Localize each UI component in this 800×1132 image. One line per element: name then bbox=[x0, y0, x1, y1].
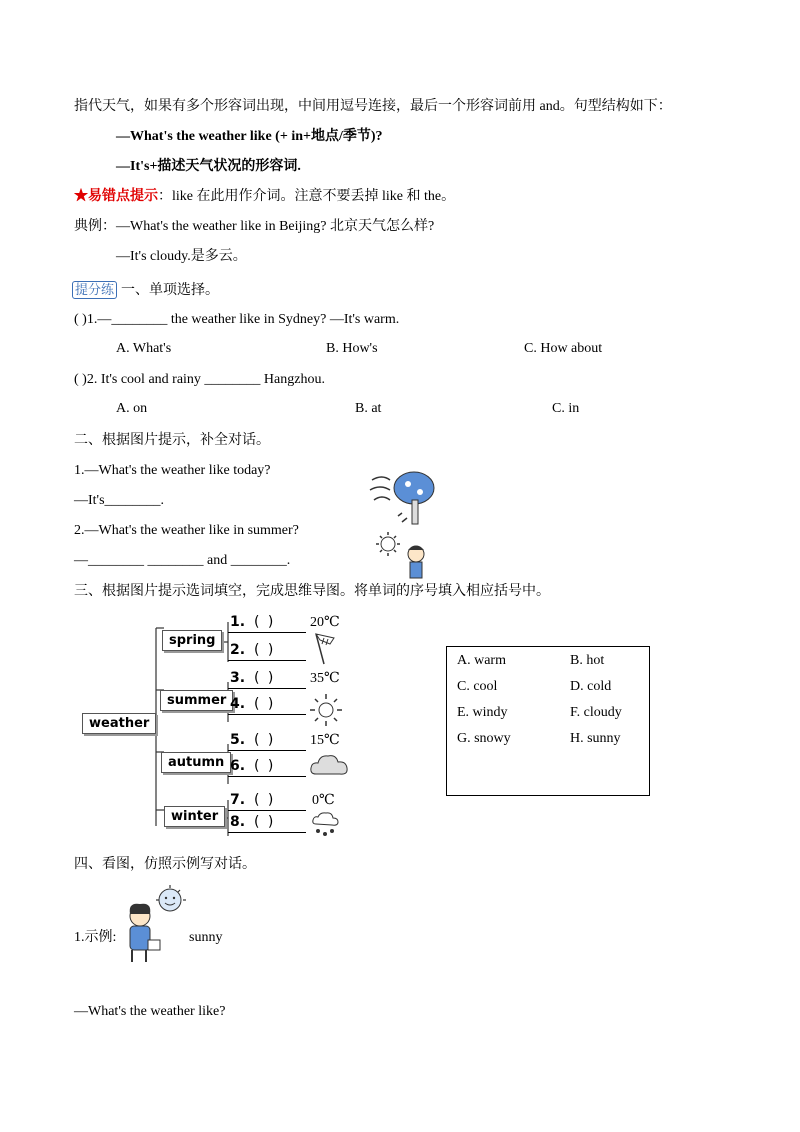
section2-title: 二、根据图片提示，补全对话。 bbox=[74, 433, 270, 448]
item-number-6: 6. bbox=[230, 758, 246, 774]
choice-c: C. cool bbox=[457, 679, 498, 694]
example-label: 1.示例: bbox=[74, 930, 117, 945]
section1-heading bbox=[72, 281, 219, 300]
practice-tag: 提分练 bbox=[72, 281, 117, 299]
section1-title: 一、单项选择。 bbox=[121, 283, 220, 298]
item-underline bbox=[228, 688, 306, 689]
temp-summer: 35℃ bbox=[310, 671, 340, 686]
season-summer: summer bbox=[160, 690, 233, 711]
q1-option-b: B. How's bbox=[326, 341, 378, 356]
tip-text: ：like 在此用作介词。注意不要丢掉 like 和 the。 bbox=[158, 189, 456, 204]
q1-option-a: A. What's bbox=[116, 341, 172, 356]
snow-cloud-icon bbox=[310, 810, 340, 840]
choice-e: E. windy bbox=[457, 705, 508, 720]
item-number-2: 2. bbox=[230, 642, 246, 658]
choice-g: G. snowy bbox=[457, 731, 511, 746]
s2-answer-2: —________ ________ and ________. bbox=[74, 553, 291, 568]
item-blank-1: ( ) bbox=[254, 614, 276, 630]
section3-title: 三、根据图片提示选词填空，完成思维导图。将单词的序号填入相应括号中。 bbox=[74, 584, 550, 599]
q2-option-a: A. on bbox=[116, 401, 148, 416]
item-number-3: 3. bbox=[230, 670, 246, 686]
item-blank-5: ( ) bbox=[254, 732, 276, 748]
item-underline bbox=[228, 832, 306, 833]
tip-label: ★易错点提示 bbox=[74, 189, 158, 204]
choice-a: A. warm bbox=[457, 653, 506, 668]
example-question: 典例：—What's the weather like in Beijing? 北京天气怎么样? bbox=[74, 219, 435, 234]
s4-question: —What's the weather like? bbox=[74, 1004, 226, 1019]
item-blank-7: ( ) bbox=[254, 792, 276, 808]
sun-icon bbox=[308, 692, 344, 728]
item-underline bbox=[228, 632, 306, 633]
mindmap-root: weather bbox=[82, 713, 156, 734]
item-number-5: 5. bbox=[230, 732, 246, 748]
windmill-icon bbox=[310, 630, 336, 666]
item-blank-3: ( ) bbox=[254, 670, 276, 686]
girl-watering-sunny-icon bbox=[118, 884, 188, 966]
temp-autumn: 15℃ bbox=[310, 733, 340, 748]
temp-spring: 20℃ bbox=[310, 615, 340, 630]
pattern-question: —What's the weather like (+ in+地点/季节)? bbox=[116, 129, 383, 144]
example-answer: —It's cloudy.是多云。 bbox=[116, 249, 247, 264]
q2-option-c: C. in bbox=[552, 401, 580, 416]
tip-line bbox=[74, 188, 455, 206]
example-word: sunny bbox=[189, 930, 223, 945]
q1-text: ( )1.—________ the weather like in Sydney? —It's warm. bbox=[74, 312, 400, 327]
section4-title: 四、看图，仿照示例写对话。 bbox=[74, 857, 256, 872]
season-autumn: autumn bbox=[161, 752, 231, 773]
windy-tree-icon bbox=[368, 466, 438, 528]
temp-winter: 0℃ bbox=[312, 793, 335, 808]
item-number-8: 8. bbox=[230, 814, 246, 830]
item-underline bbox=[228, 776, 306, 777]
item-number-1: 1. bbox=[230, 614, 246, 630]
choice-b: B. hot bbox=[570, 653, 605, 668]
season-winter: winter bbox=[164, 806, 225, 827]
item-underline bbox=[228, 660, 306, 661]
item-underline bbox=[228, 750, 306, 751]
item-number-4: 4. bbox=[230, 696, 246, 712]
s2-question-1: 1.—What's the weather like today? bbox=[74, 463, 271, 478]
item-number-7: 7. bbox=[230, 792, 246, 808]
choice-f: F. cloudy bbox=[570, 705, 622, 720]
item-blank-2: ( ) bbox=[254, 642, 276, 658]
season-spring: spring bbox=[162, 630, 222, 651]
s2-answer-1: —It's________. bbox=[74, 493, 165, 508]
q2-text: ( )2. It's cool and rainy ________ Hangzhou. bbox=[74, 372, 325, 387]
item-underline bbox=[228, 714, 306, 715]
choice-h: H. sunny bbox=[570, 731, 621, 746]
hot-summer-boy-icon bbox=[374, 530, 434, 584]
q2-option-b: B. at bbox=[355, 401, 382, 416]
item-blank-4: ( ) bbox=[254, 696, 276, 712]
cloud-icon bbox=[308, 750, 350, 780]
intro-line: 指代天气，如果有多个形容词出现，中间用逗号连接，最后一个形容词前用 and。句型结构如下： bbox=[74, 99, 672, 114]
s2-question-2: 2.—What's the weather like in summer? bbox=[74, 523, 299, 538]
choice-d: D. cold bbox=[570, 679, 612, 694]
item-blank-6: ( ) bbox=[254, 758, 276, 774]
item-blank-8: ( ) bbox=[254, 814, 276, 830]
q1-option-c: C. How about bbox=[524, 341, 603, 356]
choices-box bbox=[446, 646, 650, 796]
item-underline bbox=[228, 810, 306, 811]
pattern-answer: —It's+描述天气状况的形容词. bbox=[116, 159, 301, 174]
